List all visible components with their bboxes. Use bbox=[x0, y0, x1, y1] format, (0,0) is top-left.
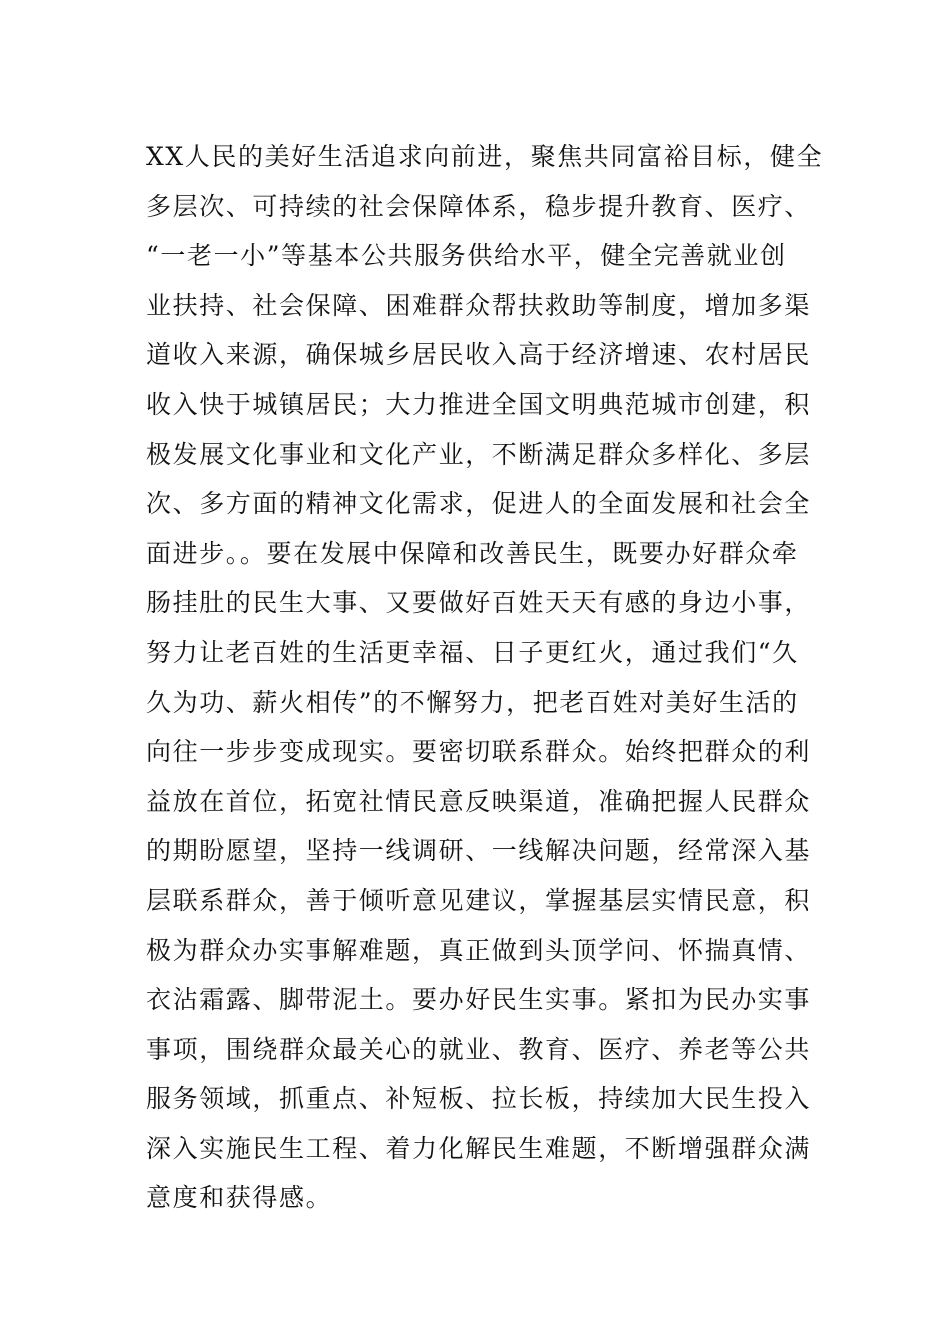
text-line: 多层次、可持续的社会保障体系，稳步提升教育、医疗、 bbox=[146, 191, 812, 221]
text-line: 层联系群众，善于倾听意见建议，掌握基层实情民意，积 bbox=[146, 885, 812, 915]
text-line: 意度和获得感。 bbox=[146, 1183, 333, 1213]
text-line: XX人民的美好生活追求向前进，聚焦共同富裕目标，健全 bbox=[146, 142, 824, 171]
text-line: 益放在首位，拓宽社情民意反映渠道，准确把握人民群众 bbox=[146, 786, 812, 816]
text-line: 极发展文化事业和文化产业，不断满足群众多样化、多层 bbox=[146, 439, 812, 469]
text-line: 次、多方面的精神文化需求，促进人的全面发展和社会全 bbox=[146, 489, 812, 519]
text-line: 肠挂肚的民生大事、又要做好百姓天天有感的身边小事， bbox=[146, 588, 812, 618]
text-line: 衣沾霜露、脚带泥土。要办好民生实事。紧扣为民办实事 bbox=[146, 985, 812, 1015]
text-line: 服务领域，抓重点、补短板、拉长板，持续加大民生投入 bbox=[146, 1084, 812, 1114]
text-line: 努力让老百姓的生活更幸福、日子更红火，通过我们“久 bbox=[146, 637, 799, 667]
text-line: 收入快于城镇居民；大力推进全国文明典范城市创建，积 bbox=[146, 389, 812, 419]
text-line: 极为群众办实事解难题，真正做到头顶学问、怀揣真情、 bbox=[146, 935, 812, 965]
body-paragraph bbox=[146, 132, 824, 1223]
text-line: 事项，围绕群众最关心的就业、教育、医疗、养老等公共 bbox=[146, 1034, 812, 1064]
text-line: 向往一步步变成现实。要密切联系群众。始终把群众的利 bbox=[146, 737, 812, 767]
text-line: 的期盼愿望，坚持一线调研、一线解决问题，经常深入基 bbox=[146, 836, 812, 866]
text-line: 面进步。。要在发展中保障和改善民生，既要办好群众牵 bbox=[146, 538, 799, 568]
text-line: 道收入来源，确保城乡居民收入高于经济增速、农村居民 bbox=[146, 340, 812, 370]
text-line: 业扶持、社会保障、困难群众帮扶救助等制度，增加多渠 bbox=[146, 290, 812, 320]
text-line: 久为功、薪火相传”的不懈努力，把老百姓对美好生活的 bbox=[146, 687, 799, 717]
text-line: 深入实施民生工程、着力化解民生难题，不断增强群众满 bbox=[146, 1133, 812, 1163]
text-line: “一老一小”等基本公共服务供给水平，健全完善就业创 bbox=[146, 241, 787, 271]
